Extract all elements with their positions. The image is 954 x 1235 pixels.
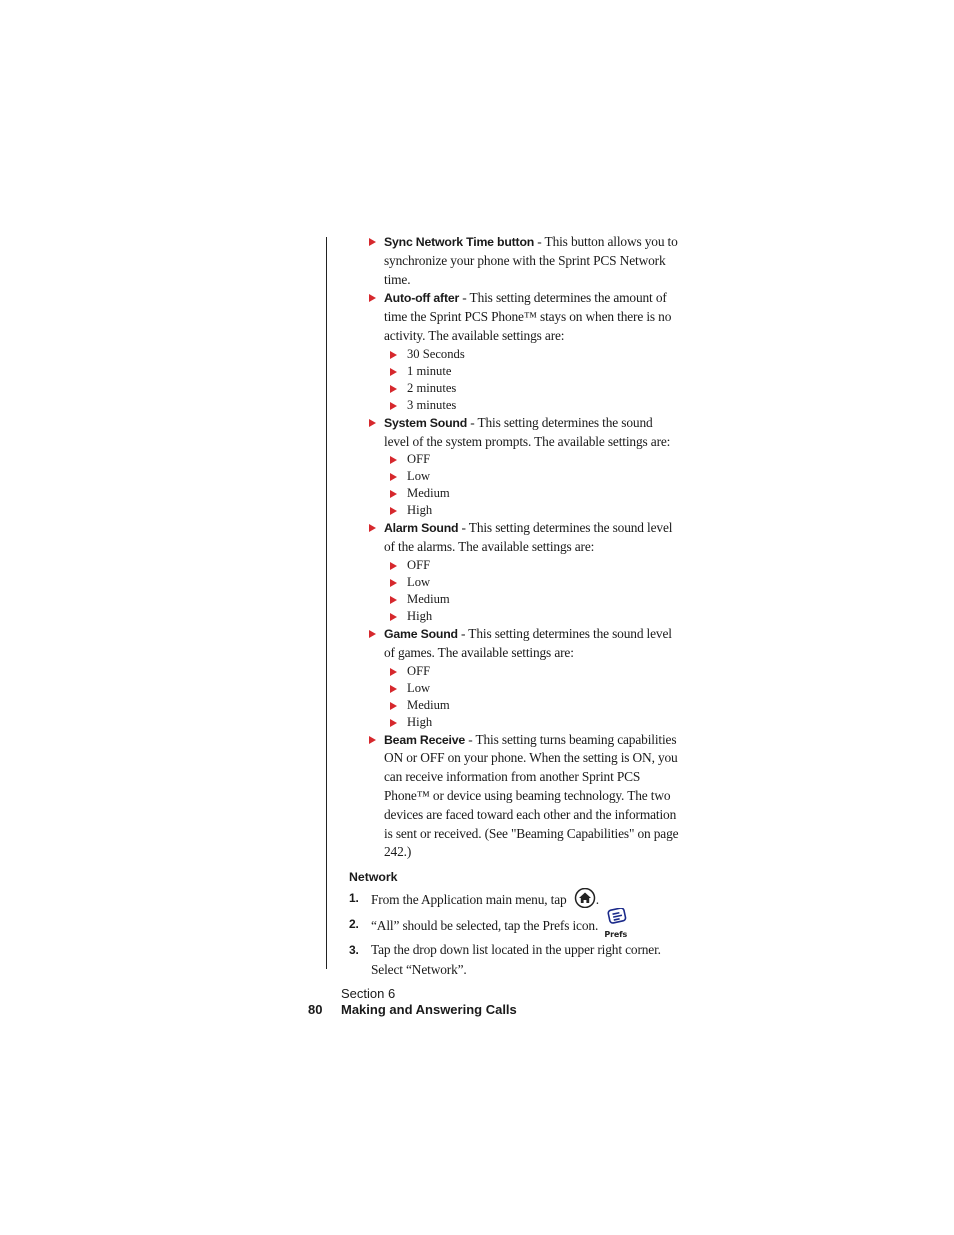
option-label: 1 minute [407,363,452,378]
setting-option [367,451,679,468]
setting-term: System Sound [384,415,468,430]
prefs-icon-label: Prefs [604,930,628,940]
bullet-arrow-icon [369,524,376,532]
step-text: From the Application main menu, tap [371,892,567,908]
step-number: 2. [349,917,359,932]
option-label: High [407,608,433,623]
setting-option [367,608,679,625]
step-3 [349,940,679,980]
setting-term: Game Sound [384,626,458,641]
setting-option [367,714,679,731]
footer-title: Making and Answering Calls [341,1002,517,1017]
step-text: Tap the drop down list located in the upper right corner. Select “Network”. [371,942,661,978]
setting-description: - This setting determines the sound level of the system prompts. The available settings are: [384,414,671,449]
setting-option [367,363,679,380]
step-after: . [595,892,599,908]
setting-option [367,663,679,680]
setting-option [367,468,679,485]
bullet-arrow-icon [369,419,376,427]
setting-option [367,574,679,591]
margin-rule [326,237,327,969]
option-label: 30 Seconds [407,346,465,361]
option-label: 2 minutes [407,380,457,395]
setting-item [367,289,679,345]
setting-item [367,233,679,289]
step-number: 3. [349,943,359,958]
bullet-arrow-icon [369,630,376,638]
setting-term: Alarm Sound [384,521,459,536]
step-2 [349,914,679,940]
bullet-arrow-icon [390,685,397,693]
home-icon [574,888,596,914]
setting-description: - This setting turns beaming capabilities ON or OFF on your phone. When the setting is ON, you can receive information from another Sprint PCS Phone™ or device using beaming technology. The two devices are faced toward each other and the information is sent or received. (See "Beaming Capabilities" on page 242.) [384,731,679,860]
step-1 [349,888,679,914]
option-label: Low [407,469,431,484]
bullet-arrow-icon [390,668,397,676]
setting-option [367,485,679,502]
setting-item [367,414,679,452]
setting-description: - This button allows you to synchronize your phone with the Sprint PCS Network time. [384,234,678,287]
setting-option [367,680,679,697]
bullet-arrow-icon [390,719,397,727]
option-label: Low [407,680,431,695]
bullet-arrow-icon [390,579,397,587]
option-label: OFF [407,663,431,678]
setting-option [367,346,679,363]
setting-option [367,557,679,574]
network-heading: Network [349,870,398,885]
option-label: Medium [407,591,450,606]
option-label: High [407,503,433,518]
bullet-arrow-icon [369,294,376,302]
footer-page-number: 80 [308,1002,323,1017]
bullet-arrow-icon [390,368,397,376]
bullet-arrow-icon [390,490,397,498]
bullet-arrow-icon [390,702,397,710]
setting-term: Auto-off after [384,291,460,306]
option-label: High [407,714,433,729]
option-label: Low [407,574,431,589]
setting-option [367,397,679,414]
bullet-arrow-icon [390,473,397,481]
setting-term: Sync Network Time button [384,235,535,249]
bullet-arrow-icon [390,613,397,621]
setting-item [367,731,679,863]
setting-option [367,591,679,608]
bullet-arrow-icon [390,385,397,393]
option-label: 3 minutes [407,397,457,412]
setting-description: - This setting determines the sound level of the alarms. The available settings are: [384,520,673,555]
bullet-arrow-icon [390,562,397,570]
page-content [349,233,679,980]
option-label: OFF [407,557,431,572]
bullet-arrow-icon [390,596,397,604]
setting-option [367,502,679,519]
option-label: Medium [407,486,450,501]
bullet-arrow-icon [369,736,376,744]
prefs-icon [605,914,629,940]
settings-list [367,233,679,862]
setting-term: Beam Receive [384,732,466,747]
setting-item [367,519,679,557]
setting-description: - This setting determines the amount of time the Sprint PCS Phone™ stays on when there is no activity. The available settings are: [384,290,672,343]
bullet-arrow-icon [390,402,397,410]
setting-option [367,697,679,714]
option-label: OFF [407,452,431,467]
bullet-arrow-icon [390,351,397,359]
setting-option [367,380,679,397]
footer-section: Section 6 [341,986,396,1001]
setting-description: - This setting determines the sound level of games. The available settings are: [384,625,672,660]
option-label: Medium [407,697,450,712]
step-number: 1. [349,891,359,906]
step-text: “All” should be selected, tap the Prefs icon. [371,918,599,934]
bullet-arrow-icon [390,507,397,515]
bullet-arrow-icon [369,238,376,246]
setting-item [367,625,679,663]
bullet-arrow-icon [390,456,397,464]
